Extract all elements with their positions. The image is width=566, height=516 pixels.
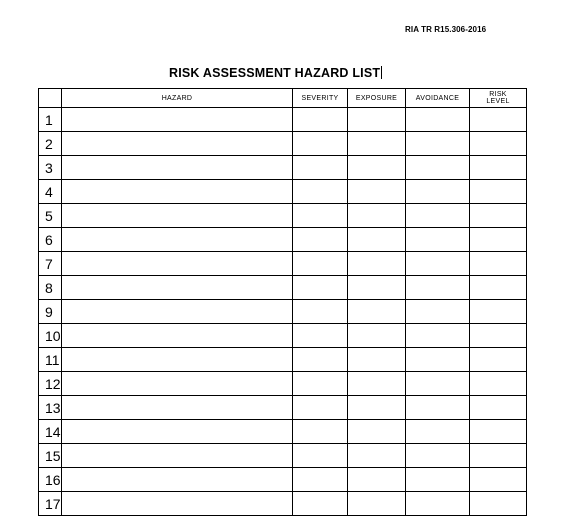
header-hazard: HAZARD — [62, 89, 293, 108]
severity-cell[interactable] — [293, 324, 348, 348]
exposure-cell[interactable] — [348, 348, 406, 372]
hazard-cell[interactable] — [62, 108, 293, 132]
table-row — [39, 348, 527, 372]
severity-cell[interactable] — [293, 444, 348, 468]
avoidance-cell[interactable] — [406, 228, 470, 252]
header-avoidance: AVOIDANCE — [406, 89, 470, 108]
table-row — [39, 300, 527, 324]
severity-cell[interactable] — [293, 204, 348, 228]
row-number: 13 — [39, 396, 62, 420]
row-number: 14 — [39, 420, 62, 444]
risk-level-cell[interactable] — [470, 156, 527, 180]
row-number: 7 — [39, 252, 62, 276]
risk-level-cell[interactable] — [470, 372, 527, 396]
risk-level-cell[interactable] — [470, 132, 527, 156]
page-title-text: RISK ASSESSMENT HAZARD LIST — [169, 66, 381, 80]
risk-level-cell[interactable] — [470, 108, 527, 132]
risk-level-cell[interactable] — [470, 180, 527, 204]
row-number: 12 — [39, 372, 62, 396]
hazard-cell[interactable] — [62, 372, 293, 396]
hazard-cell[interactable] — [62, 300, 293, 324]
row-number: 8 — [39, 276, 62, 300]
risk-level-cell[interactable] — [470, 252, 527, 276]
hazard-cell[interactable] — [62, 228, 293, 252]
hazard-cell[interactable] — [62, 324, 293, 348]
exposure-cell[interactable] — [348, 180, 406, 204]
exposure-cell[interactable] — [348, 108, 406, 132]
table-row — [39, 108, 527, 132]
avoidance-cell[interactable] — [406, 444, 470, 468]
header-exposure: EXPOSURE — [348, 89, 406, 108]
table-header-row — [39, 89, 527, 108]
risk-level-cell[interactable] — [470, 444, 527, 468]
avoidance-cell[interactable] — [406, 252, 470, 276]
table-row — [39, 372, 527, 396]
severity-cell[interactable] — [293, 108, 348, 132]
exposure-cell[interactable] — [348, 492, 406, 516]
table-row — [39, 396, 527, 420]
text-cursor — [381, 66, 382, 79]
hazard-cell[interactable] — [62, 156, 293, 180]
exposure-cell[interactable] — [348, 228, 406, 252]
risk-level-cell[interactable] — [470, 228, 527, 252]
avoidance-cell[interactable] — [406, 276, 470, 300]
risk-level-cell[interactable] — [470, 348, 527, 372]
table-row — [39, 156, 527, 180]
table-row — [39, 420, 527, 444]
hazard-cell[interactable] — [62, 348, 293, 372]
row-number: 2 — [39, 132, 62, 156]
exposure-cell[interactable] — [348, 300, 406, 324]
hazard-cell[interactable] — [62, 132, 293, 156]
exposure-cell[interactable] — [348, 372, 406, 396]
risk-level-cell[interactable] — [470, 396, 527, 420]
exposure-cell[interactable] — [348, 444, 406, 468]
exposure-cell[interactable] — [348, 276, 406, 300]
exposure-cell[interactable] — [348, 204, 406, 228]
table-row — [39, 228, 527, 252]
risk-level-cell[interactable] — [470, 468, 527, 492]
hazard-cell[interactable] — [62, 492, 293, 516]
page-title — [169, 66, 382, 80]
hazard-cell[interactable] — [62, 468, 293, 492]
severity-cell[interactable] — [293, 420, 348, 444]
severity-cell[interactable] — [293, 276, 348, 300]
exposure-cell[interactable] — [348, 252, 406, 276]
row-number: 11 — [39, 348, 62, 372]
hazard-cell[interactable] — [62, 396, 293, 420]
row-number: 17 — [39, 492, 62, 516]
row-number: 16 — [39, 468, 62, 492]
severity-cell[interactable] — [293, 156, 348, 180]
table-row — [39, 204, 527, 228]
row-number: 10 — [39, 324, 62, 348]
avoidance-cell[interactable] — [406, 180, 470, 204]
severity-cell[interactable] — [293, 396, 348, 420]
severity-cell[interactable] — [293, 300, 348, 324]
header-severity: SEVERITY — [293, 89, 348, 108]
header-number — [39, 89, 62, 108]
severity-cell[interactable] — [293, 348, 348, 372]
avoidance-cell[interactable] — [406, 468, 470, 492]
severity-cell[interactable] — [293, 132, 348, 156]
severity-cell[interactable] — [293, 468, 348, 492]
hazard-cell[interactable] — [62, 444, 293, 468]
risk-level-cell[interactable] — [470, 420, 527, 444]
exposure-cell[interactable] — [348, 468, 406, 492]
risk-level-cell[interactable] — [470, 324, 527, 348]
avoidance-cell[interactable] — [406, 108, 470, 132]
row-number: 1 — [39, 108, 62, 132]
table-row — [39, 468, 527, 492]
avoidance-cell[interactable] — [406, 396, 470, 420]
severity-cell[interactable] — [293, 228, 348, 252]
table-row — [39, 324, 527, 348]
table-row — [39, 132, 527, 156]
avoidance-cell[interactable] — [406, 348, 470, 372]
table-row — [39, 492, 527, 516]
exposure-cell[interactable] — [348, 132, 406, 156]
hazard-cell[interactable] — [62, 180, 293, 204]
avoidance-cell[interactable] — [406, 132, 470, 156]
severity-cell[interactable] — [293, 180, 348, 204]
risk-level-cell[interactable] — [470, 204, 527, 228]
avoidance-cell[interactable] — [406, 372, 470, 396]
severity-cell[interactable] — [293, 492, 348, 516]
exposure-cell[interactable] — [348, 396, 406, 420]
row-number: 3 — [39, 156, 62, 180]
avoidance-cell[interactable] — [406, 156, 470, 180]
risk-level-cell[interactable] — [470, 492, 527, 516]
avoidance-cell[interactable] — [406, 300, 470, 324]
risk-level-cell[interactable] — [470, 300, 527, 324]
table-row — [39, 444, 527, 468]
hazard-cell[interactable] — [62, 276, 293, 300]
hazard-cell[interactable] — [62, 252, 293, 276]
severity-cell[interactable] — [293, 252, 348, 276]
exposure-cell[interactable] — [348, 324, 406, 348]
avoidance-cell[interactable] — [406, 324, 470, 348]
exposure-cell[interactable] — [348, 156, 406, 180]
document-reference: RIA TR R15.306-2016 — [405, 25, 487, 34]
avoidance-cell[interactable] — [406, 420, 470, 444]
row-number: 9 — [39, 300, 62, 324]
severity-cell[interactable] — [293, 372, 348, 396]
table-row — [39, 252, 527, 276]
hazard-table — [38, 88, 527, 516]
risk-level-cell[interactable] — [470, 276, 527, 300]
row-number: 15 — [39, 444, 62, 468]
table-row — [39, 180, 527, 204]
avoidance-cell[interactable] — [406, 204, 470, 228]
hazard-cell[interactable] — [62, 420, 293, 444]
avoidance-cell[interactable] — [406, 492, 470, 516]
row-number: 6 — [39, 228, 62, 252]
header-risk-level: RISK LEVEL — [470, 89, 527, 108]
row-number: 5 — [39, 204, 62, 228]
exposure-cell[interactable] — [348, 420, 406, 444]
hazard-cell[interactable] — [62, 204, 293, 228]
row-number: 4 — [39, 180, 62, 204]
table-row — [39, 276, 527, 300]
